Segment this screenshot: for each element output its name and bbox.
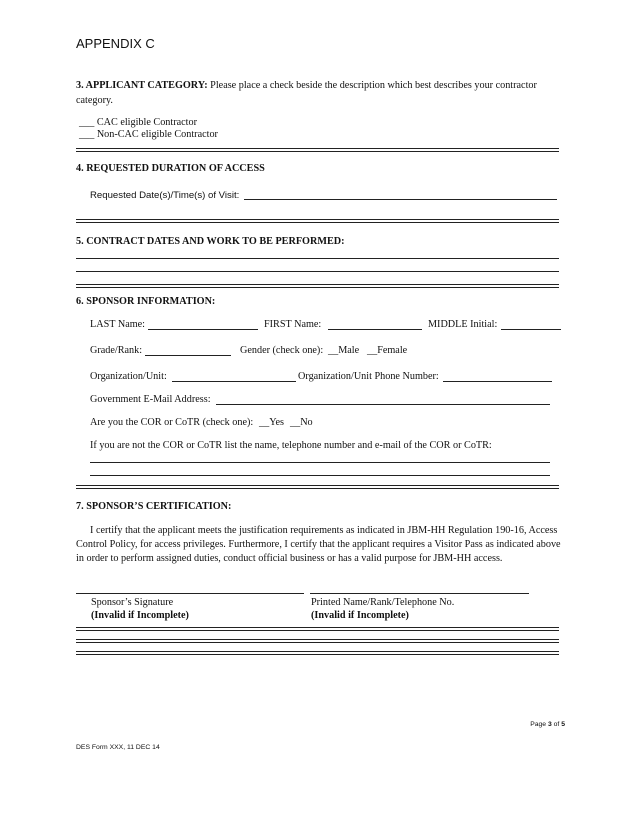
section5-heading: 5. CONTRACT DATES AND WORK TO BE PERFORMED: bbox=[76, 236, 345, 247]
cor-info-line[interactable] bbox=[90, 475, 550, 476]
section3-heading: 3. APPLICANT CATEGORY: bbox=[76, 80, 208, 91]
org-phone-label: Organization/Unit Phone Number: bbox=[298, 371, 439, 382]
page-prefix: Page bbox=[530, 721, 547, 728]
non-cac-eligible-option[interactable]: ___ Non-CAC eligible Contractor bbox=[79, 129, 218, 140]
last-name-label: LAST Name: bbox=[90, 319, 145, 330]
gender-label: Gender (check one): bbox=[240, 345, 324, 356]
gender-female-option[interactable]: __Female bbox=[367, 345, 408, 356]
section-divider bbox=[76, 488, 559, 489]
section-divider bbox=[76, 219, 559, 220]
page-number bbox=[530, 721, 565, 729]
section6-heading: 6. SPONSOR INFORMATION: bbox=[76, 296, 216, 307]
middle-initial-label: MIDDLE Initial: bbox=[428, 319, 498, 330]
org-unit-field[interactable] bbox=[172, 381, 296, 382]
appendix-title: APPENDIX C bbox=[76, 36, 155, 51]
cor-instruction-text: If you are not the COR or CoTR list the name, telephone number and e-mail of the COR or CoTR: bbox=[90, 440, 492, 451]
section3-intro: Please place a check beside the description which best describes your contractor bbox=[207, 80, 537, 91]
sponsor-signature-note: (Invalid if Incomplete) bbox=[91, 610, 189, 621]
page-total: 5 bbox=[561, 721, 565, 728]
gov-email-field[interactable] bbox=[216, 404, 550, 405]
grade-rank-label: Grade/Rank: bbox=[90, 345, 143, 356]
section-divider bbox=[76, 651, 559, 652]
gov-email-label: Government E-Mail Address: bbox=[90, 394, 211, 405]
section-divider bbox=[76, 654, 559, 655]
section-divider bbox=[76, 642, 559, 643]
printed-name-label: Printed Name/Rank/Telephone No. bbox=[311, 597, 455, 608]
last-name-field[interactable] bbox=[148, 329, 258, 330]
section-divider bbox=[76, 284, 559, 285]
visit-date-field[interactable] bbox=[244, 199, 557, 200]
section7-heading: 7. SPONSOR’S CERTIFICATION: bbox=[76, 501, 232, 512]
section-divider bbox=[76, 627, 559, 628]
section-divider bbox=[76, 485, 559, 486]
section-divider bbox=[76, 630, 559, 631]
middle-initial-field[interactable] bbox=[501, 329, 561, 330]
page-of: of bbox=[553, 721, 560, 728]
section-divider bbox=[76, 148, 559, 149]
grade-rank-field[interactable] bbox=[145, 355, 231, 356]
org-phone-field[interactable] bbox=[443, 381, 552, 382]
section-divider bbox=[76, 151, 559, 152]
cac-eligible-option[interactable]: ___ CAC eligible Contractor bbox=[79, 117, 197, 128]
section-divider bbox=[76, 639, 559, 640]
sponsor-signature-field[interactable] bbox=[76, 593, 304, 594]
org-unit-label: Organization/Unit: bbox=[90, 371, 167, 382]
contract-work-line[interactable] bbox=[76, 271, 559, 272]
page-current: 3 bbox=[547, 721, 552, 728]
applicant-category-line bbox=[76, 80, 537, 92]
printed-name-field[interactable] bbox=[310, 593, 529, 594]
section-divider bbox=[76, 287, 559, 288]
visit-date-label: Requested Date(s)/Time(s) of Visit: bbox=[90, 190, 240, 201]
section4-heading: 4. REQUESTED DURATION OF ACCESS bbox=[76, 163, 265, 174]
first-name-field[interactable] bbox=[328, 329, 422, 330]
printed-name-note: (Invalid if Incomplete) bbox=[311, 610, 409, 621]
cor-no-option[interactable]: __No bbox=[290, 417, 313, 428]
cor-question-label: Are you the COR or CoTR (check one): bbox=[90, 417, 254, 428]
contract-work-line[interactable] bbox=[76, 258, 559, 259]
section3-intro-continued: category. bbox=[76, 95, 113, 106]
certification-paragraph: I certify that the applicant meets the justification requirements as indicated in JBM-HH Regulation 190-16, Access Control Policy, for access privileges. Furthermore, I certify that the applicant requires a Visitor Pass as indicated above in order to perform assigned duties, conduct official business or has a valid purpose for JBM-HH access. bbox=[76, 525, 561, 564]
cor-yes-option[interactable]: __Yes bbox=[259, 417, 285, 428]
sponsor-signature-label: Sponsor’s Signature bbox=[91, 597, 174, 608]
gender-male-option[interactable]: __Male bbox=[328, 345, 360, 356]
cor-info-line[interactable] bbox=[90, 462, 550, 463]
form-id: DES Form XXX, 11 DEC 14 bbox=[76, 744, 160, 751]
first-name-label: FIRST Name: bbox=[264, 319, 322, 330]
section-divider bbox=[76, 222, 559, 223]
